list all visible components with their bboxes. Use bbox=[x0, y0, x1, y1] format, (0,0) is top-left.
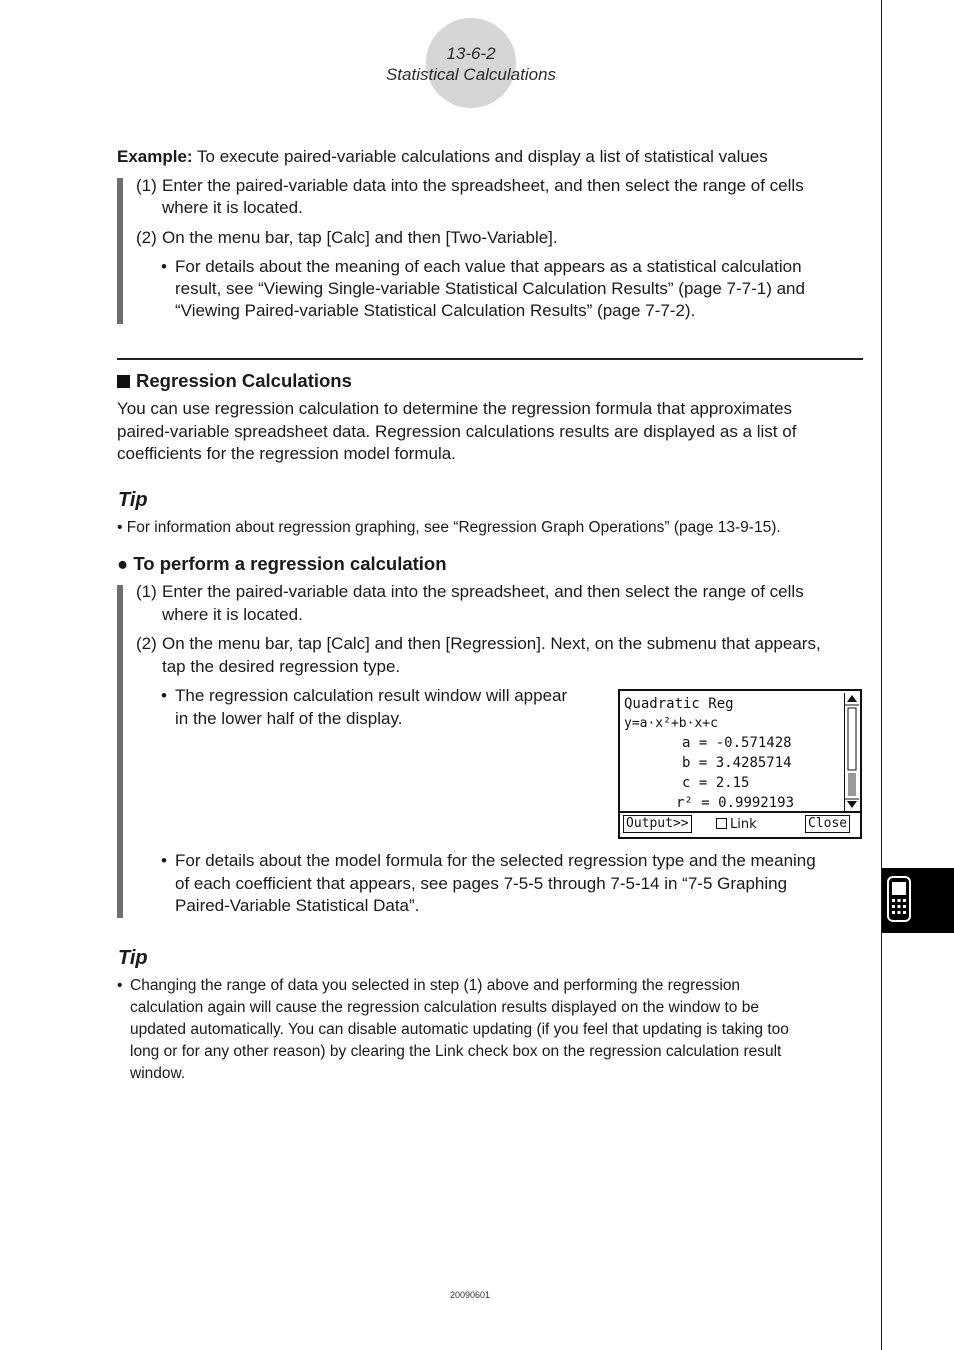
example-bullet-mark: • bbox=[161, 257, 167, 276]
procedure-step-1-line1: Enter the paired-variable data into the spreadsheet, and then select the range of cells bbox=[162, 582, 804, 601]
procedure-bullet-1-line2: in the lower half of the display. bbox=[175, 709, 403, 728]
procedure-bullet-2-mark: • bbox=[161, 851, 167, 870]
tip-1-label: Tip bbox=[118, 489, 148, 511]
example-side-bar bbox=[117, 178, 123, 324]
procedure-bullet-1-line1: The regression calculation result window will appear bbox=[175, 686, 568, 705]
procedure-step-2-line2: tap the desired regression type. bbox=[162, 657, 401, 676]
regression-result-window bbox=[618, 689, 862, 839]
procedure-side-bar bbox=[117, 585, 123, 918]
procedure-bullet-2-line2: of each coefficient that appears, see pages 7-5-5 through 7-5-14 in “7-5 Graphing bbox=[175, 874, 788, 893]
scroll-down-icon bbox=[847, 801, 857, 808]
page-number: 13-6-2 bbox=[446, 44, 496, 63]
result-formula: y=a·x²+b·x+c bbox=[624, 716, 718, 731]
procedure-step-1-num: (1) bbox=[136, 582, 157, 601]
result-window-divider bbox=[620, 811, 860, 813]
tip-2-line1: Changing the range of data you selected in step (1) above and performing the regression bbox=[130, 977, 741, 994]
link-checkbox[interactable]: Link bbox=[716, 817, 757, 832]
tip-2-line5: window. bbox=[130, 1065, 186, 1082]
regression-intro-line2: paired-variable spreadsheet data. Regression calculations results are displayed as a list of bbox=[117, 422, 797, 441]
example-step-1-num: (1) bbox=[136, 176, 157, 195]
close-button[interactable]: Close bbox=[805, 815, 850, 833]
example-bullet-line1: For details about the meaning of each value that appears as a statistical calculation bbox=[175, 257, 802, 276]
example-step-2-line1: On the menu bar, tap [Calc] and then [Two-Variable]. bbox=[162, 228, 558, 247]
scroll-thumb bbox=[848, 708, 856, 770]
procedure-step-1-line2: where it is located. bbox=[162, 605, 303, 624]
result-row-r2: r² = 0.9992193 bbox=[676, 795, 795, 809]
example-bullet-line3: “Viewing Paired-variable Statistical Calculation Results” (page 7-7-2). bbox=[175, 301, 696, 320]
calculator-icon bbox=[887, 876, 911, 922]
section-title: Statistical Calculations bbox=[385, 65, 557, 84]
procedure-heading: ● To perform a regression calculation bbox=[117, 553, 447, 574]
procedure-bullet-2-line3: Paired-Variable Statistical Data”. bbox=[175, 896, 420, 915]
result-row-b: b = 3.4285714 bbox=[682, 755, 792, 771]
tip-2-line3: updated automatically. You can disable automatic updating (if you feel that updating is taking too bbox=[130, 1021, 789, 1038]
section-divider bbox=[117, 358, 863, 360]
tip-1-text: • For information about regression graphing, see “Regression Graph Operations” (page 13-9-15). bbox=[117, 519, 781, 536]
tip-2-bullet-mark: • bbox=[117, 977, 123, 994]
example-bullet-line2: result, see “Viewing Single-variable Statistical Calculation Results” (page 7-7-1) and bbox=[175, 279, 805, 298]
result-title: Quadratic Reg bbox=[624, 696, 734, 712]
scrollbar-graphic bbox=[845, 693, 859, 811]
output-button[interactable]: Output>> bbox=[623, 815, 692, 833]
procedure-step-2-num: (2) bbox=[136, 634, 157, 653]
example-label: Example: bbox=[117, 147, 193, 166]
procedure-bullet-1-mark: • bbox=[161, 686, 167, 705]
footer-code: 20090601 bbox=[449, 1290, 491, 1300]
scroll-up-icon bbox=[847, 695, 857, 702]
result-row-c: c = 2.15 bbox=[682, 775, 750, 791]
scroll-track-fill bbox=[848, 773, 856, 796]
result-scrollbar[interactable] bbox=[844, 693, 859, 811]
tip-2-label: Tip bbox=[118, 947, 148, 969]
result-row-a: a = -0.571428 bbox=[682, 735, 792, 751]
example-step-2-num: (2) bbox=[136, 228, 157, 247]
regression-heading: Regression Calculations bbox=[117, 370, 352, 393]
regression-intro-line1: You can use regression calculation to determine the regression formula that approximates bbox=[117, 399, 793, 418]
round-bullet-icon: ● bbox=[117, 553, 134, 574]
square-bullet-icon bbox=[117, 375, 130, 388]
page-edge-rule bbox=[881, 0, 882, 1350]
example-text: To execute paired-variable calculations and display a list of statistical values bbox=[197, 147, 768, 166]
tip-2-line2: calculation again will cause the regression calculation results displayed on the window to be bbox=[130, 999, 759, 1016]
procedure-bullet-2-line1: For details about the model formula for the selected regression type and the meaning bbox=[175, 851, 816, 870]
checkbox-icon bbox=[716, 818, 727, 829]
example-step-1-line1: Enter the paired-variable data into the spreadsheet, and then select the range of cells bbox=[162, 176, 804, 195]
procedure-step-2-line1: On the menu bar, tap [Calc] and then [Regression]. Next, on the submenu that appears, bbox=[162, 634, 821, 653]
tip-2-line4: long or for any other reason) by clearing the Link check box on the regression calculation result bbox=[130, 1043, 782, 1060]
regression-intro-line3: coefficients for the regression model formula. bbox=[117, 444, 456, 463]
example-step-1-line2: where it is located. bbox=[162, 198, 303, 217]
example-intro bbox=[117, 146, 768, 169]
